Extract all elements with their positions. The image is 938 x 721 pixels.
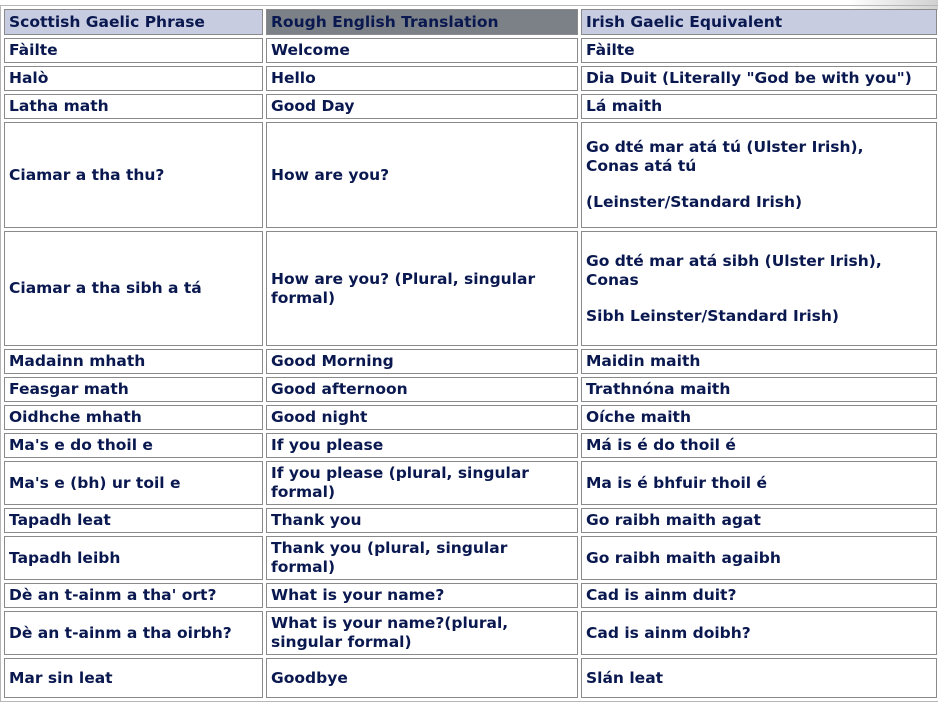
cell-irish	[581, 94, 937, 119]
irish-line: Oíche maith	[586, 408, 691, 426]
cell-english: Thank you (plural, singular formal)	[266, 536, 578, 580]
table-row	[4, 658, 937, 698]
header-row	[4, 9, 937, 35]
cell-irish	[581, 433, 937, 458]
irish-line: Go dté mar atá sibh (Ulster Irish), Conas	[586, 251, 882, 289]
cell-scottish: Madainn mhath	[4, 349, 263, 374]
header-english[interactable]: Rough English Translation	[266, 9, 578, 35]
cell-english: Goodbye	[266, 658, 578, 698]
table-row	[4, 536, 937, 580]
irish-line: Sibh Leinster/Standard Irish)	[586, 306, 840, 325]
cell-irish	[581, 122, 937, 228]
cell-scottish: Mar sin leat	[4, 658, 263, 698]
cell-irish	[581, 349, 937, 374]
cell-english: Good Day	[266, 94, 578, 119]
cell-scottish: Halò	[4, 66, 263, 91]
table-row	[4, 405, 937, 430]
cell-scottish: Ciamar a tha sibh a tá	[4, 231, 263, 346]
cell-scottish: Dè an t-ainm a tha' ort?	[4, 583, 263, 608]
cell-irish	[581, 66, 937, 91]
cell-english: How are you?	[266, 122, 578, 228]
cell-irish	[581, 536, 937, 580]
cell-scottish: Ma's e (bh) ur toil e	[4, 461, 263, 505]
table-row	[4, 611, 937, 655]
cell-english: Welcome	[266, 38, 578, 63]
cell-english: If you please	[266, 433, 578, 458]
cell-scottish: Tapadh leat	[4, 508, 263, 533]
cell-scottish: Latha math	[4, 94, 263, 119]
table-row	[4, 94, 937, 119]
header-irish[interactable]: Irish Gaelic Equivalent	[581, 9, 937, 35]
table-row	[4, 583, 937, 608]
table-row	[4, 349, 937, 374]
cell-irish	[581, 231, 937, 346]
cell-scottish: Feasgar math	[4, 377, 263, 402]
table-row	[4, 122, 937, 228]
cell-irish	[581, 377, 937, 402]
irish-line: Fàilte	[586, 41, 635, 59]
table-row	[4, 433, 937, 458]
cell-irish	[581, 508, 937, 533]
cell-english: What is your name?	[266, 583, 578, 608]
irish-line: Cad is ainm doibh?	[586, 623, 751, 642]
irish-line: Ma is é bhfuir thoil é	[586, 473, 768, 492]
cell-irish	[581, 611, 937, 655]
header-scottish[interactable]: Scottish Gaelic Phrase	[4, 9, 263, 35]
cell-english: Good afternoon	[266, 377, 578, 402]
cell-scottish: Ciamar a tha thu?	[4, 122, 263, 228]
cell-english: Hello	[266, 66, 578, 91]
phrase-table	[0, 5, 938, 702]
cell-scottish: Oidhche mhath	[4, 405, 263, 430]
cell-irish	[581, 405, 937, 430]
table-row	[4, 231, 937, 346]
irish-line: Lá maith	[586, 97, 663, 115]
cell-irish	[581, 38, 937, 63]
cell-irish	[581, 461, 937, 505]
cell-english: If you please (plural, singular formal)	[266, 461, 578, 505]
irish-line: Go dté mar atá tú (Ulster Irish),	[586, 138, 864, 156]
irish-line: (Leinster/Standard Irish)	[586, 193, 803, 211]
irish-line: Conas atá tú	[586, 157, 697, 175]
cell-scottish: Tapadh leibh	[4, 536, 263, 580]
cell-scottish: Fàilte	[4, 38, 263, 63]
table-row	[4, 508, 937, 533]
cell-english: Good Morning	[266, 349, 578, 374]
cell-irish	[581, 658, 937, 698]
irish-line: Slán leat	[586, 668, 664, 687]
irish-line: Go raibh maith agaibh	[586, 548, 781, 567]
cell-english: What is your name?(plural, singular formal)	[266, 611, 578, 655]
cell-english: Thank you	[266, 508, 578, 533]
irish-line: Go raibh maith agat	[586, 511, 761, 529]
table-row	[4, 66, 937, 91]
irish-line: Maidin maith	[586, 352, 701, 370]
cell-scottish: Dè an t-ainm a tha oirbh?	[4, 611, 263, 655]
irish-line: Cad is ainm duit?	[586, 586, 737, 604]
cell-english: How are you? (Plural, singular formal)	[266, 231, 578, 346]
cell-irish	[581, 583, 937, 608]
irish-line: Dia Duit (Literally "God be with you")	[586, 69, 912, 87]
table-row	[4, 377, 937, 402]
irish-line: Trathnóna maith	[586, 380, 731, 398]
cell-scottish: Ma's e do thoil e	[4, 433, 263, 458]
table-row	[4, 461, 937, 505]
irish-line: Má is é do thoil é	[586, 436, 736, 454]
cell-english: Good night	[266, 405, 578, 430]
table-row	[4, 38, 937, 63]
